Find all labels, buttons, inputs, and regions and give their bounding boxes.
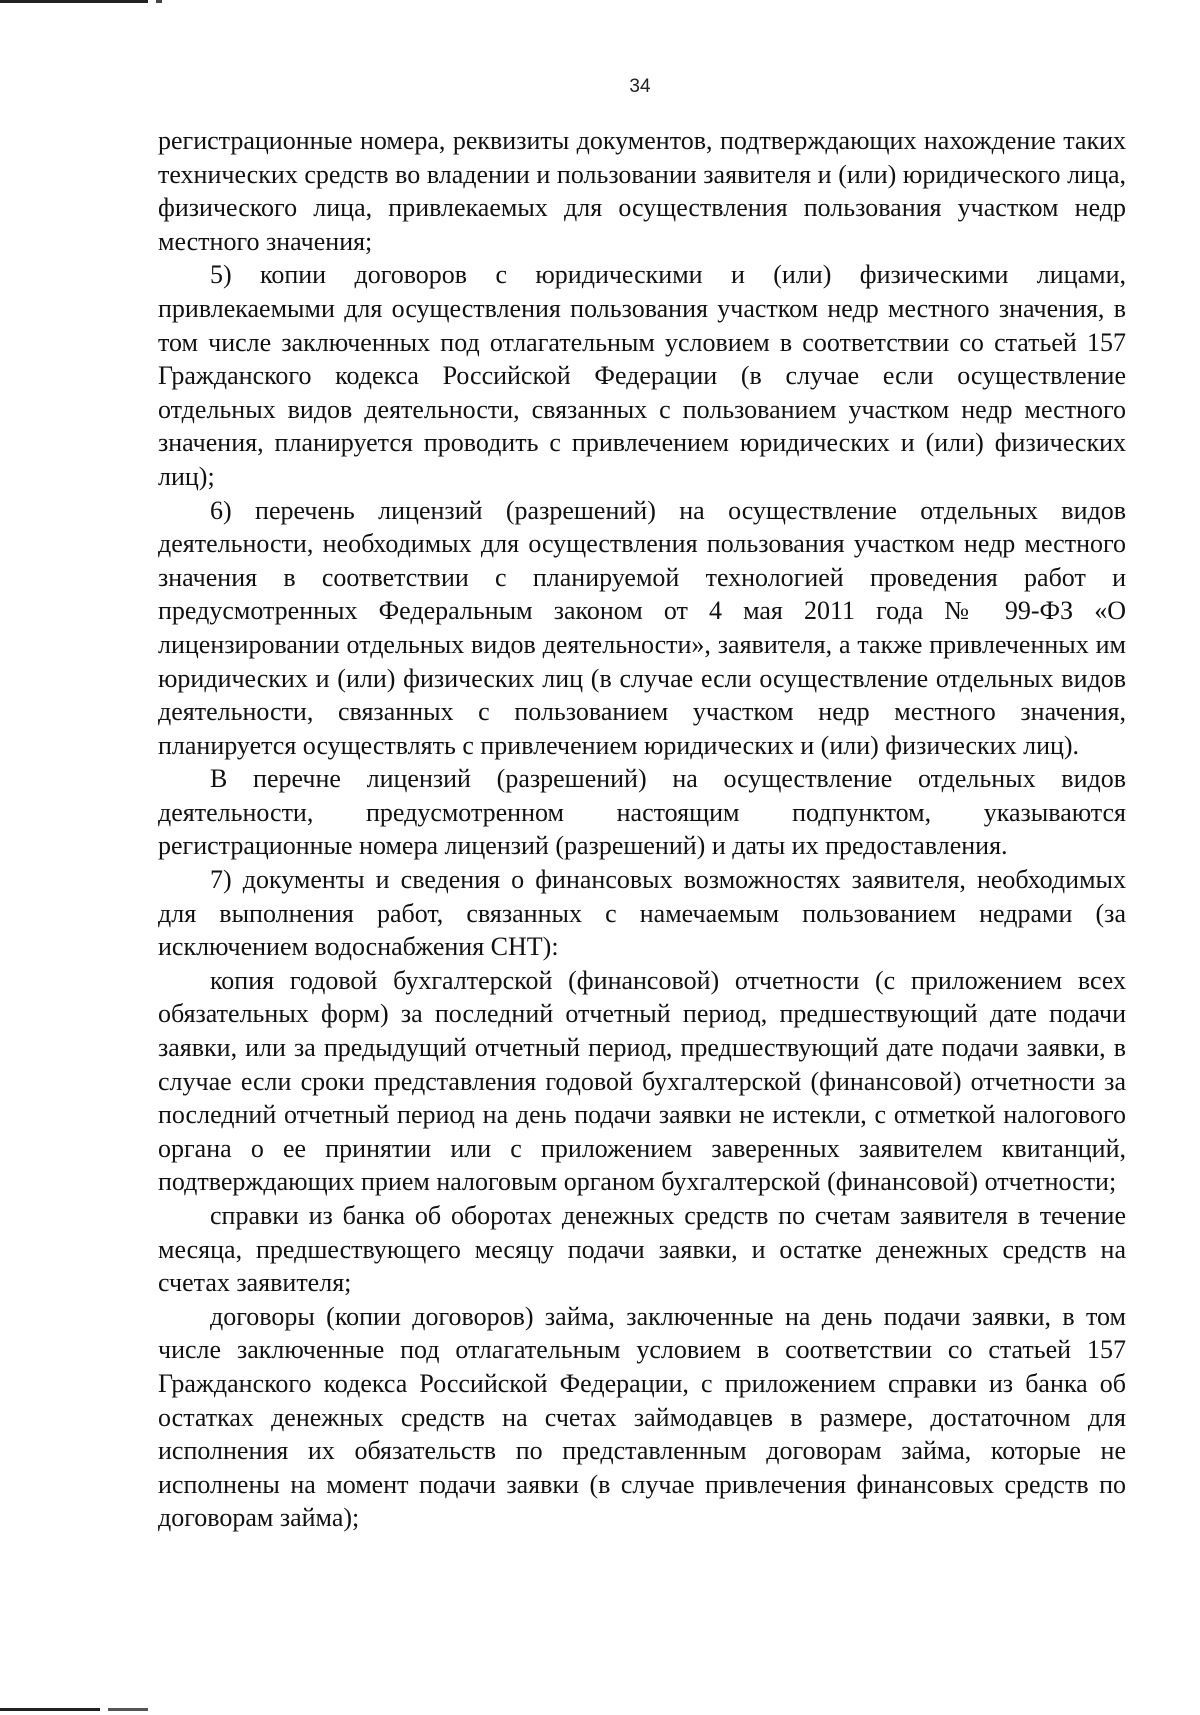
paragraph-continuation: регистрационные номера, реквизиты документов, подтверждающих нахождение таких технических средств во владении и пользовании заявителя и (или) юридического лица, физического лица, привлекаемых для осуществления пользования участком недр местного значения; bbox=[158, 126, 1126, 256]
scan-edge-mark bbox=[0, 1708, 100, 1711]
scan-edge-mark bbox=[156, 0, 162, 3]
document-body bbox=[158, 124, 1126, 1535]
paragraph-bank-statements: справки из банка об оборотах денежных средств по счетам заявителя в течение месяца, предшествующего месяцу подачи заявки, и остатке денежных средств на счетах заявителя; bbox=[158, 1201, 1126, 1298]
paragraph-item-7: 7) документы и сведения о финансовых возможностях заявителя, необходимых для выполнения работ, связанных с намечаемым пользованием недрами (за исключением водоснабжения СНТ): bbox=[158, 865, 1126, 962]
scan-edge-mark bbox=[0, 0, 148, 3]
paragraph-annual-reporting: копия годовой бухгалтерской (финансовой) отчетности (с приложением всех обязательных форм) за последний отчетный период, предшествующий дате подачи заявки, или за предыдущий отчетный период, предшествующий дате подачи заявки, в случае если сроки представления годовой бухгалтерской (финансовой) отчетности за последний отчетный период на день подачи заявки не истекли, с отметкой налогового органа о ее принятии или с приложением заверенных заявителем квитанций, подтверждающих прием налоговым органом бухгалтерской (финансовой) отчетности; bbox=[158, 965, 1126, 1197]
page-number: 34 bbox=[629, 76, 651, 97]
paragraph-item-6: 6) перечень лицензий (разрешений) на осуществление отдельных видов деятельности, необходимых для осуществления пользования участком недр местного значения в соответствии с планируемой технологией проведения работ и предусмотренных Федеральным законом от 4 мая 2011 года № 99-ФЗ «О лицензировании отдельных видов деятельности», заявителя, а также привлеченных им юридических и (или) физических лиц (в случае если осуществление отдельных видов деятельности, связанных с пользованием участком недр местного значения, планируется осуществлять с привлечением юридических и (или) физических лиц). bbox=[158, 495, 1126, 760]
paragraph-item-5: 5) копии договоров с юридическими и (или) физическими лицами, привлекаемыми для осуществления пользования участком недр местного значения, в том числе заключенных под отлагательным условием в соответствии со статьей 157 Гражданского кодекса Российской Федерации (в случае если осуществление отдельных видов деятельности, связанных с пользованием участком недр местного значения, планируется проводить с привлечением юридических и (или) физических лиц); bbox=[158, 260, 1126, 491]
paragraph-license-list-note: В перечне лицензий (разрешений) на осуществление отдельных видов деятельности, предусмотренном настоящим подпунктом, указываются регистрационные номера лицензий (разрешений) и даты их предоставления. bbox=[158, 764, 1126, 861]
paragraph-loan-agreements: договоры (копии договоров) займа, заключенные на день подачи заявки, в том числе заключенные под отлагательным условием в соответствии со статьей 157 Гражданского кодекса Российской Федерации, с приложением справки из банка об остатках денежных средств на счетах займодавцев в размере, достаточном для исполнения их обязательств по представленным договорам займа, которые не исполнены на момент подачи заявки (в случае привлечения финансовых средств по договорам займа); bbox=[158, 1301, 1126, 1533]
scan-edge-mark bbox=[108, 1708, 148, 1711]
